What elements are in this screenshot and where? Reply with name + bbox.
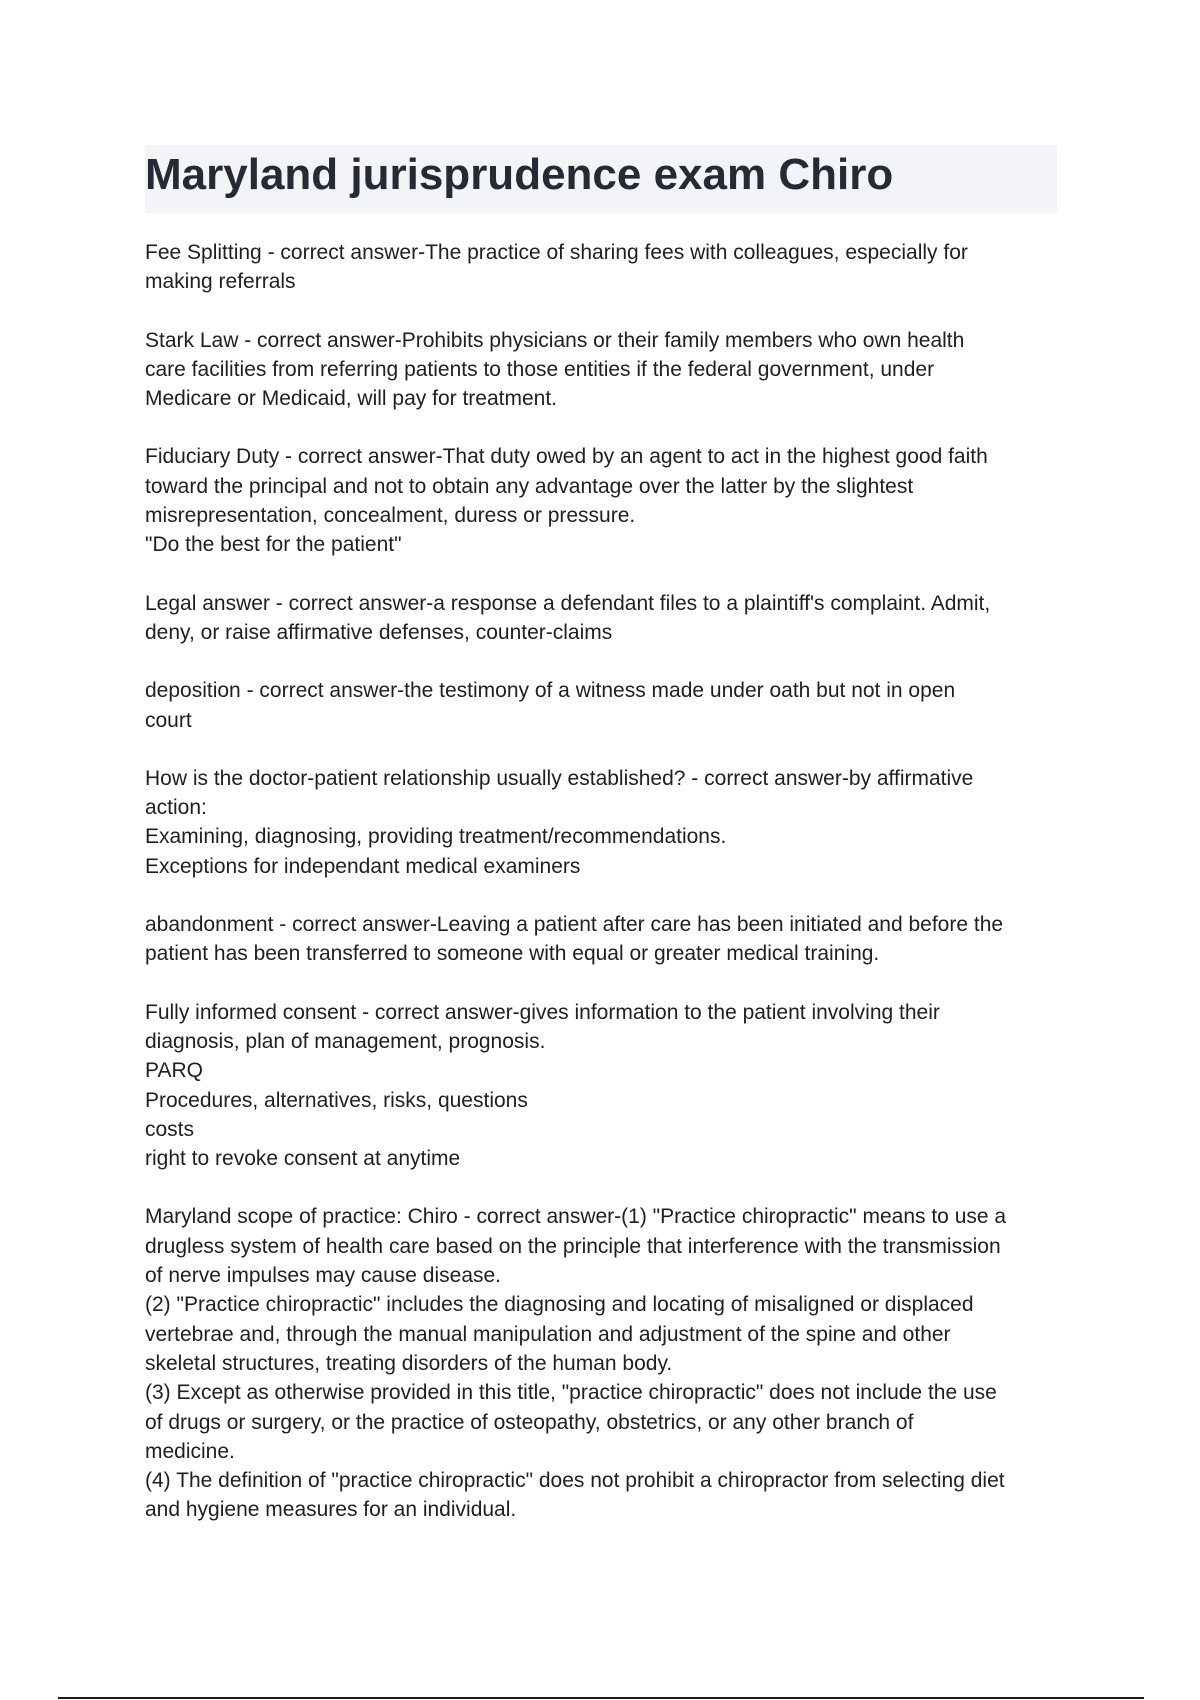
qa-entry bbox=[145, 910, 1060, 969]
entry-line: skeletal structures, treating disorders of the human body. bbox=[145, 1351, 673, 1375]
qa-entry bbox=[145, 238, 1060, 297]
entry-line: Exceptions for independant medical examiners bbox=[145, 854, 581, 878]
entry-line: and hygiene measures for an individual. bbox=[145, 1498, 517, 1522]
entry-line: of nerve impulses may cause disease. bbox=[145, 1264, 502, 1288]
qa-entry bbox=[145, 1202, 1060, 1524]
entry-line: Fee Splitting - correct answer-The practice of sharing fees with colleagues, especially for bbox=[145, 241, 968, 264]
entry-line: action: bbox=[145, 796, 207, 820]
entry-line: (3) Except as otherwise provided in this title, "practice chiropractic" does not include the use bbox=[145, 1381, 997, 1405]
entry-line: toward the principal and not to obtain any advantage over the latter by the slightest bbox=[145, 474, 914, 498]
entry-line: patient has been transferred to someone with equal or greater medical training. bbox=[145, 942, 880, 966]
entry-line: How is the doctor-patient relationship usually established? - correct answer-by affirmative bbox=[145, 766, 974, 790]
footer-rule bbox=[58, 1697, 1144, 1699]
entry-line: Legal answer - correct answer-a response a defendant files to a plaintiff's complaint. Admit, bbox=[145, 591, 991, 615]
entry-line: Fiduciary Duty - correct answer-That duty owed by an agent to act in the highest good faith bbox=[145, 445, 988, 469]
entry-line: care facilities from referring patients to those entities if the federal government, under bbox=[145, 357, 935, 381]
entry-line: Procedures, alternatives, risks, questions bbox=[145, 1088, 528, 1112]
entry-line: costs bbox=[145, 1117, 195, 1141]
entry-line: vertebrae and, through the manual manipulation and adjustment of the spine and other bbox=[145, 1322, 951, 1346]
qa-entry bbox=[145, 764, 1060, 881]
page-title: Maryland jurisprudence exam Chiro bbox=[145, 150, 894, 199]
entry-line: of drugs or surgery, or the practice of osteopathy, obstetrics, or any other branch of bbox=[145, 1410, 914, 1434]
qa-entry bbox=[145, 676, 1060, 735]
qa-entry bbox=[145, 442, 1060, 559]
entry-line: deposition - correct answer-the testimony of a witness made under oath but not in open bbox=[145, 679, 956, 703]
qa-entry bbox=[145, 589, 1060, 648]
entry-line: misrepresentation, concealment, duress or pressure. bbox=[145, 504, 636, 528]
entry-line: "Do the best for the patient" bbox=[145, 533, 402, 557]
entry-line: Maryland scope of practice: Chiro - correct answer-(1) "Practice chiropractic" means to use a bbox=[145, 1205, 1007, 1229]
entry-line: right to revoke consent at anytime bbox=[145, 1147, 461, 1171]
entry-line: (4) The definition of "practice chiropractic" does not prohibit a chiropractor from selecting diet bbox=[145, 1469, 1005, 1493]
document-body bbox=[145, 238, 1060, 1554]
entry-line: PARQ bbox=[145, 1059, 203, 1083]
entry-line: (2) "Practice chiropractic" includes the diagnosing and locating of misaligned or displaced bbox=[145, 1293, 974, 1317]
entry-line: Medicare or Medicaid, will pay for treatment. bbox=[145, 387, 557, 411]
qa-entry bbox=[145, 998, 1060, 1174]
entry-line: Fully informed consent - correct answer-gives information to the patient involving their bbox=[145, 1000, 940, 1024]
entry-line: making referrals bbox=[145, 270, 296, 294]
entry-line: court bbox=[145, 708, 192, 732]
entry-line: abandonment - correct answer-Leaving a patient after care has been initiated and before the bbox=[145, 913, 1004, 937]
entry-line: medicine. bbox=[145, 1439, 235, 1463]
entry-line: Stark Law - correct answer-Prohibits physicians or their family members who own health bbox=[145, 328, 965, 352]
entry-line: diagnosis, plan of management, prognosis. bbox=[145, 1029, 546, 1053]
title-band bbox=[145, 145, 1057, 213]
entry-line: deny, or raise affirmative defenses, counter-claims bbox=[145, 620, 613, 644]
entry-line: drugless system of health care based on the principle that interference with the transmission bbox=[145, 1234, 1001, 1258]
entry-line: Examining, diagnosing, providing treatment/recommendations. bbox=[145, 825, 727, 849]
qa-entry bbox=[145, 326, 1060, 414]
